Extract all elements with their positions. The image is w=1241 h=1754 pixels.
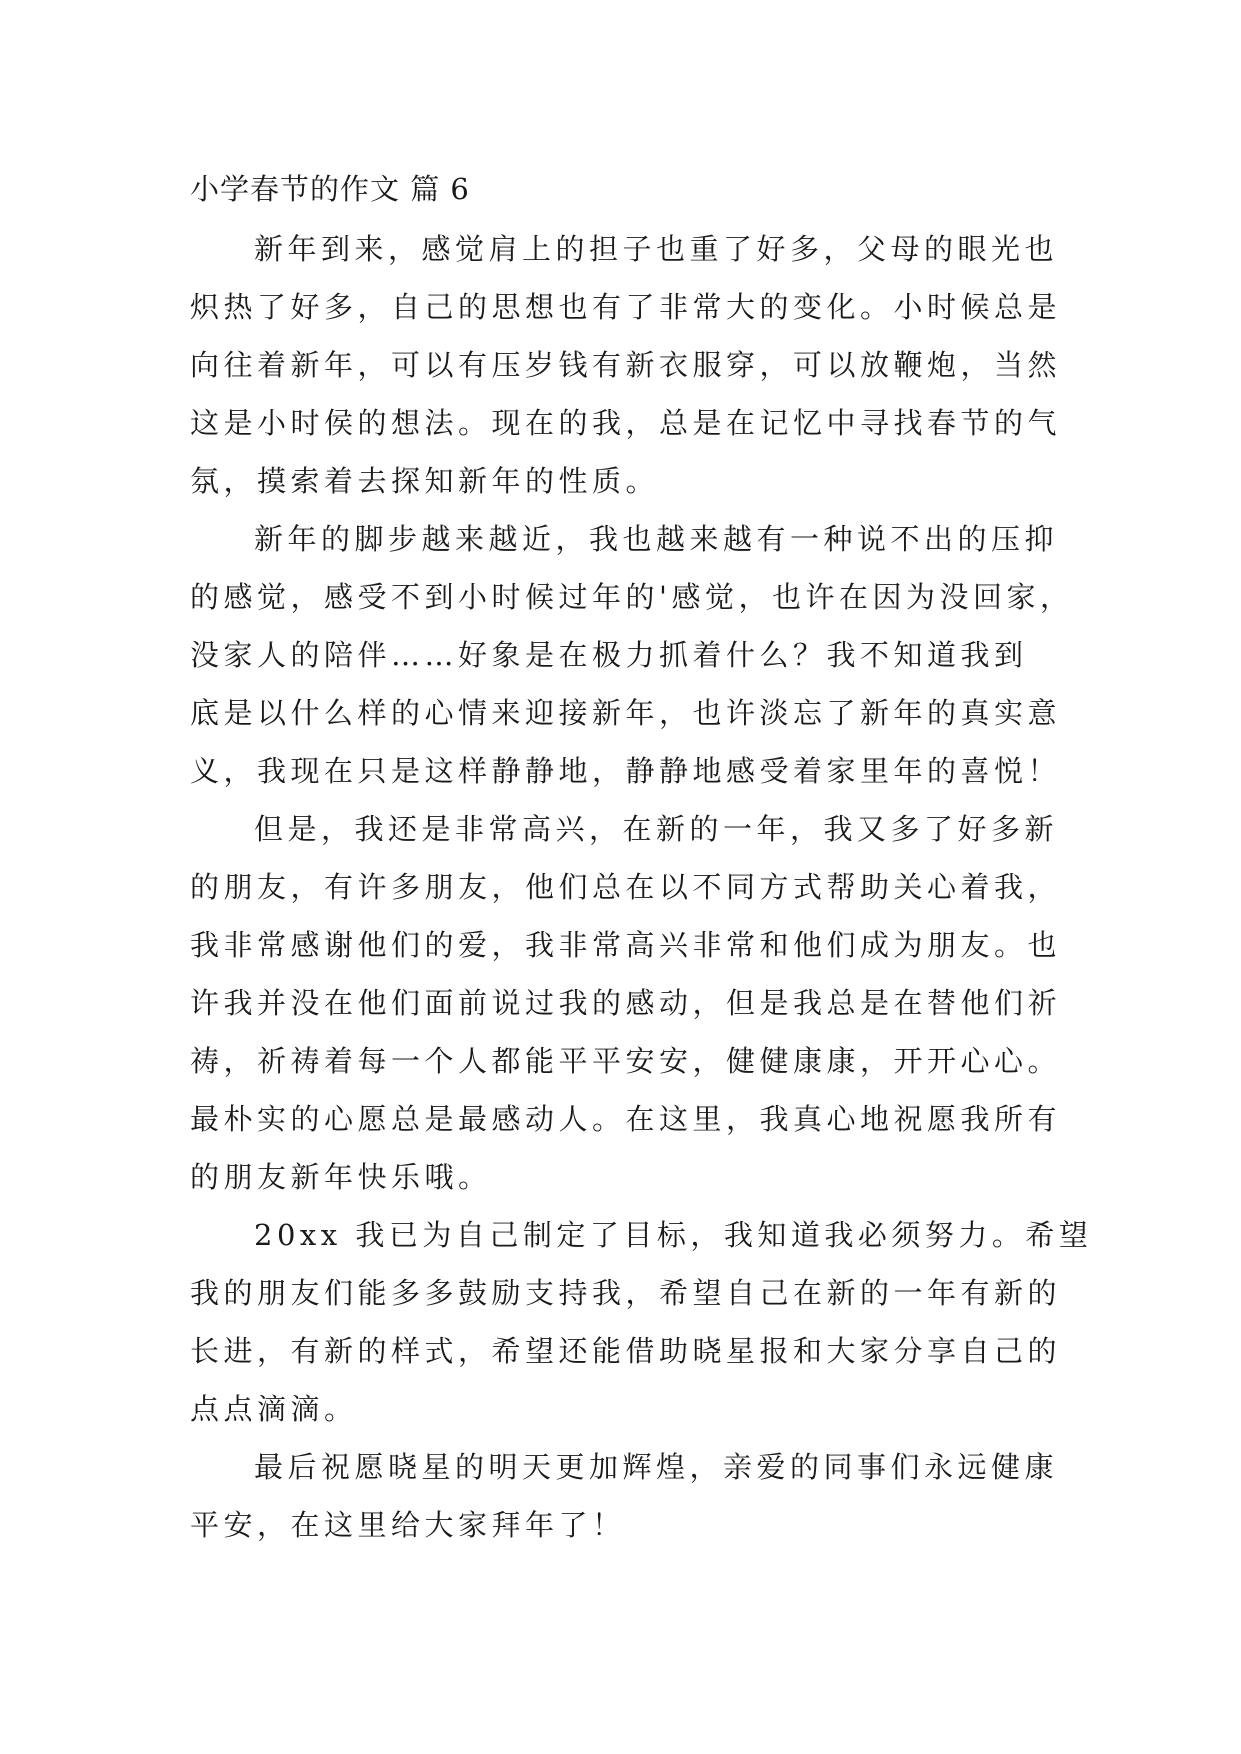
paragraph-3 [190,800,1062,1206]
text-line: 新年到来，感觉肩上的担子也重了好多，父母的眼光也 [254,232,1059,266]
text-line: 新年的脚步越来越近，我也越来越有一种说不出的压抑 [254,522,1059,556]
text-line: 最后祝愿晓星的明天更加辉煌，亲爱的同事们永远健康 [254,1450,1059,1484]
text-line: 点点滴滴。 [190,1392,358,1426]
text-line: 祷，祈祷着每一个人都能平平安安，健健康康，开开心心。 [190,1044,1062,1078]
text-line: 平安，在这里给大家拜年了！ [190,1508,626,1542]
text-line: 炽热了好多，自己的思想也有了非常大的变化。小时候总是 [190,290,1062,324]
text-line: 的感觉，感受不到小时候过年的'感觉，也许在因为没回家， [190,580,1074,614]
text-line: 最朴实的心愿总是最感动人。在这里，我真心地祝愿我所有 [190,1102,1062,1136]
document-title: 小学春节的作文 篇 6 [190,172,470,206]
text-line: 许我并没在他们面前说过我的感动，但是我总是在替他们祈 [190,986,1062,1020]
text-line: 我的朋友们能多多鼓励支持我，希望自己在新的一年有新的 [190,1276,1062,1310]
text-line: 但是，我还是非常高兴，在新的一年，我又多了好多新 [254,812,1059,846]
text-line: 我非常感谢他们的爱，我非常高兴非常和他们成为朋友。也 [190,928,1062,962]
text-line: 长进，有新的样式，希望还能借助晓星报和大家分享自己的 [190,1334,1062,1368]
paragraph-4 [190,1206,1093,1438]
text-line: 的朋友新年快乐哦。 [190,1160,492,1194]
text-line: 义，我现在只是这样静静地，静静地感受着家里年的喜悦！ [190,754,1062,788]
paragraph-5 [190,1438,1059,1554]
paragraph-1 [190,220,1062,510]
text-line: 底是以什么样的心情来迎接新年，也许淡忘了新年的真实意 [190,696,1062,730]
text-line: 氛，摸索着去探知新年的性质。 [190,464,660,498]
text-line: 没家人的陪伴……好象是在极力抓着什么？我不知道我到 [190,638,1028,672]
text-line: 的朋友，有许多朋友，他们总在以不同方式帮助关心着我， [190,870,1062,904]
text-line: 20xx 我已为自己制定了目标，我知道我必须努力。希望 [254,1218,1093,1252]
paragraph-2 [190,510,1074,800]
text-line: 这是小时侯的想法。现在的我，总是在记忆中寻找春节的气 [190,406,1062,440]
text-line: 向往着新年，可以有压岁钱有新衣服穿，可以放鞭炮，当然 [190,348,1062,382]
document-page [190,158,1093,1554]
